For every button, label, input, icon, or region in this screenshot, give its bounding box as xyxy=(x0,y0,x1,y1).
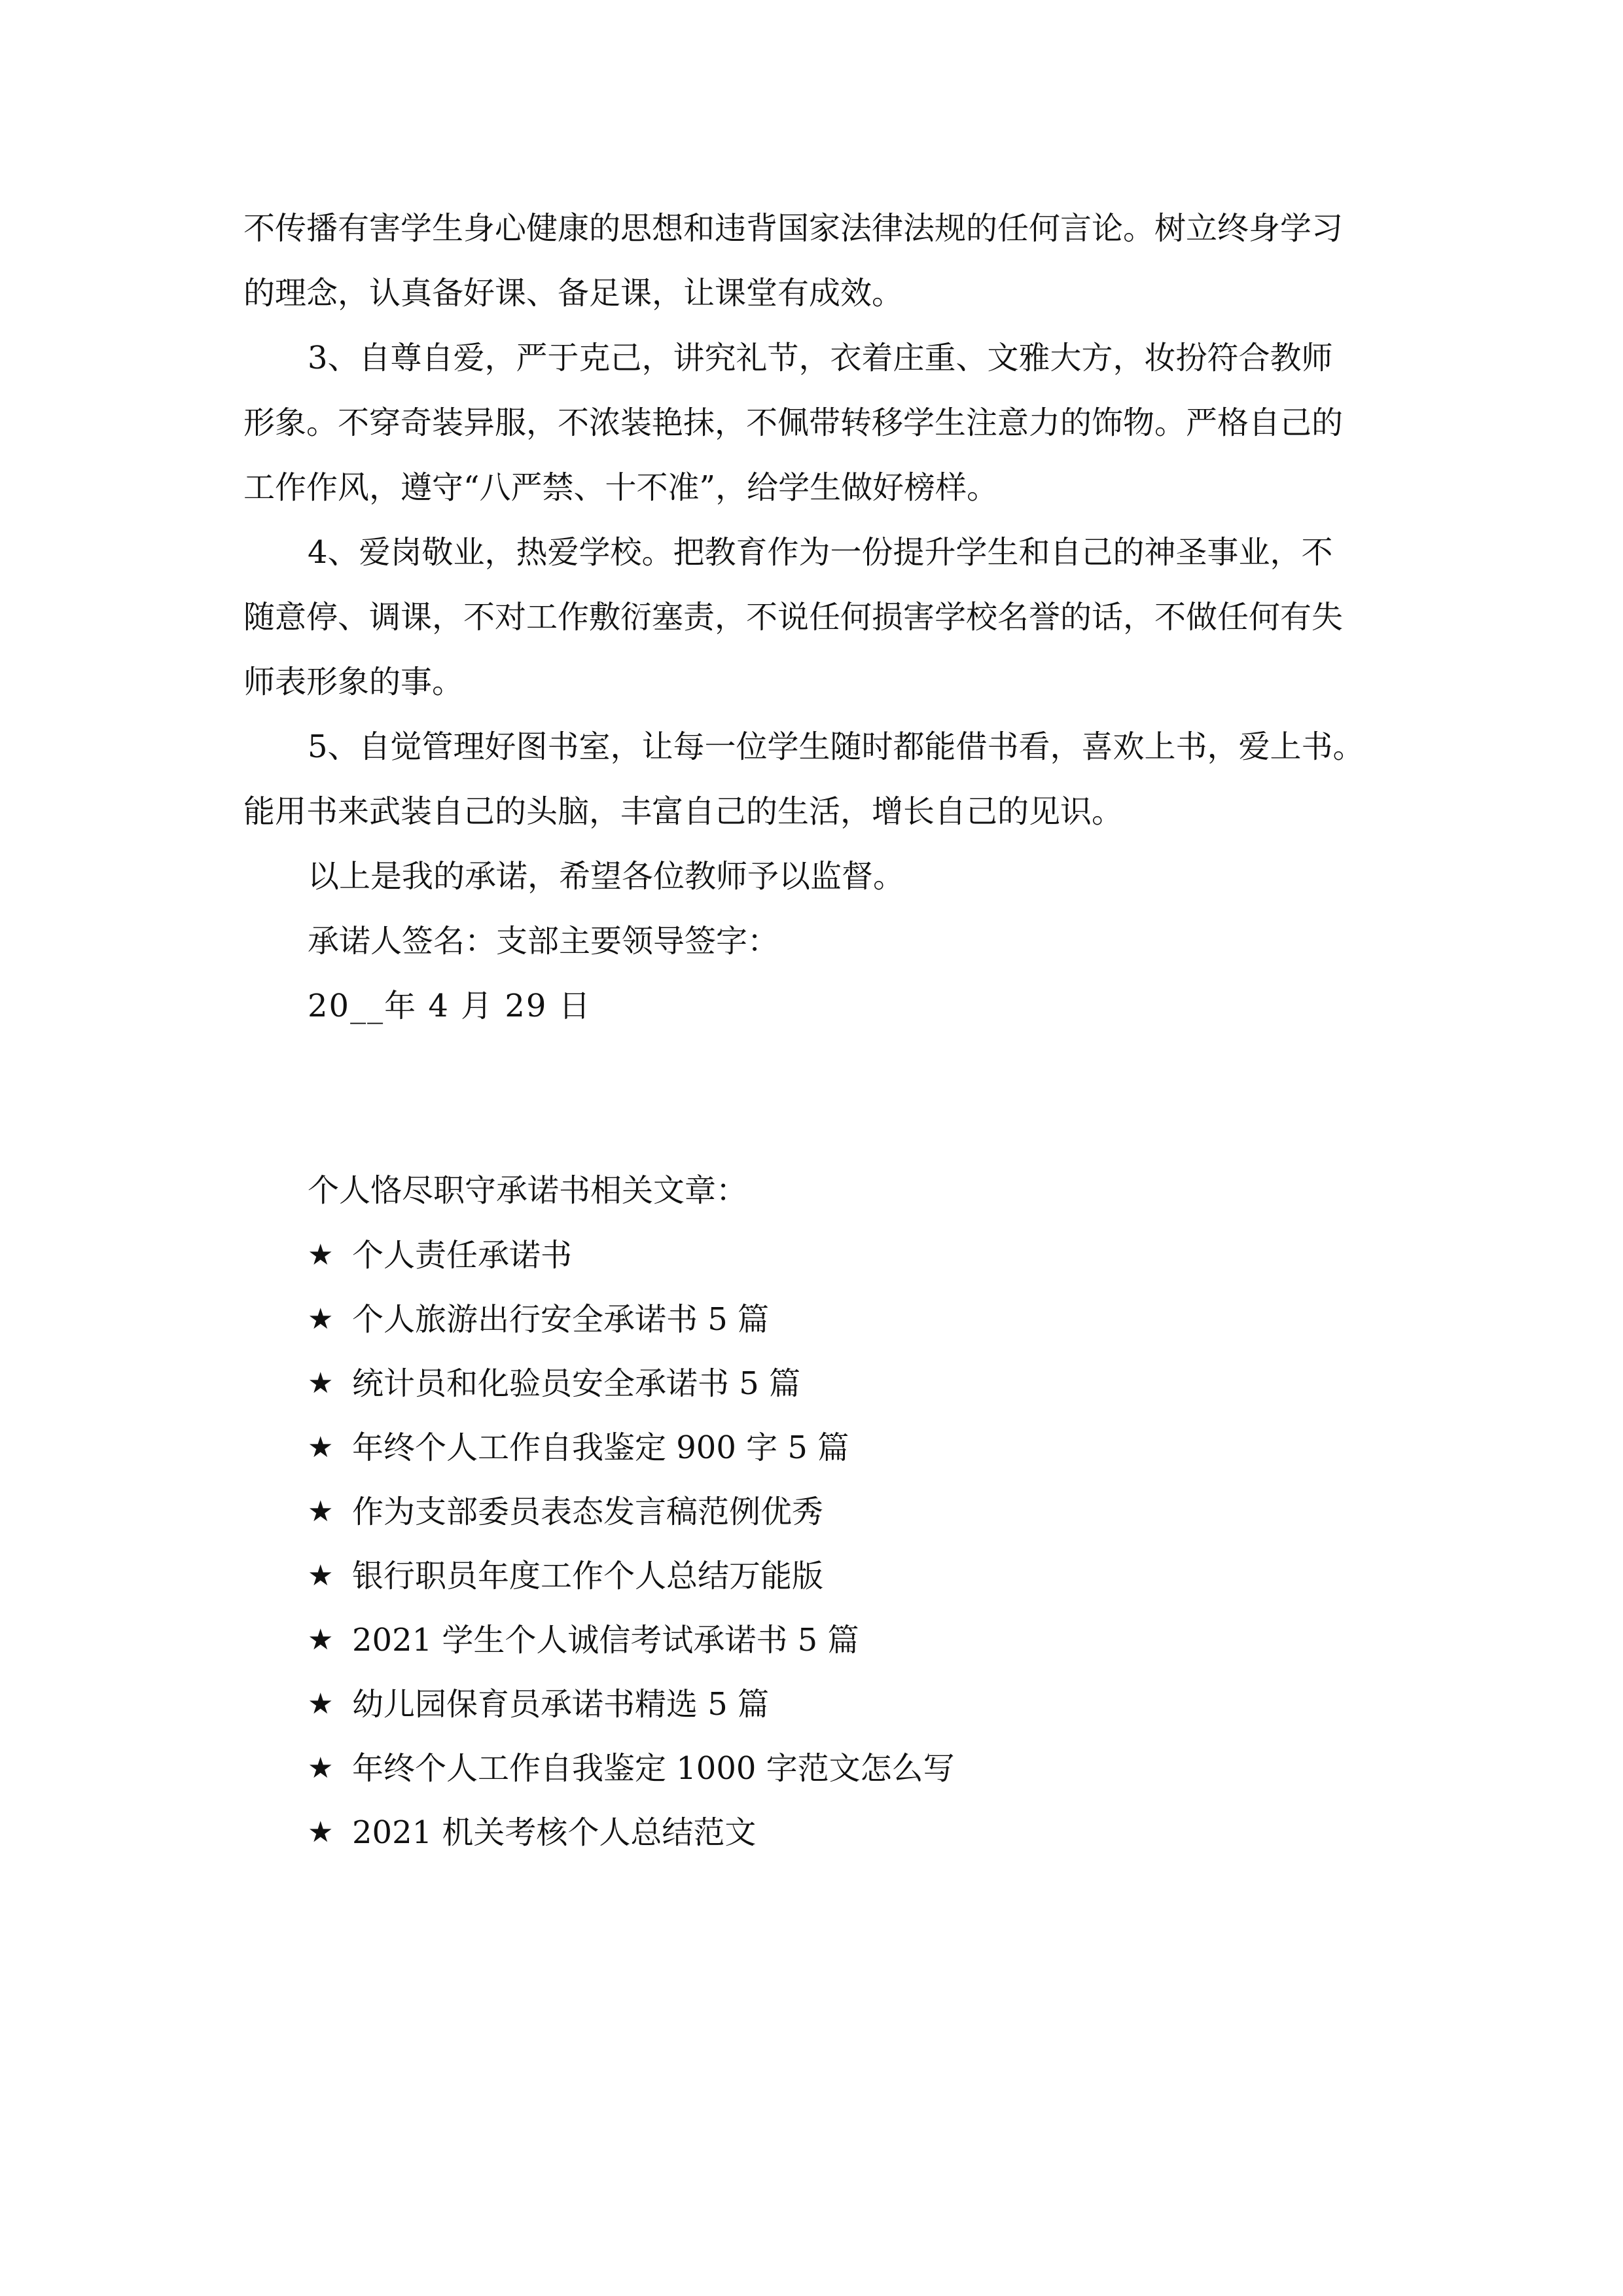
related-article-link[interactable] xyxy=(308,1544,1355,1608)
body-line: 形象。不穿奇装异服，不浓装艳抹，不佩带转移学生注意力的饰物。严格自己的 xyxy=(243,404,1344,441)
star-icon: ★ xyxy=(308,1623,334,1657)
star-icon: ★ xyxy=(308,1559,334,1592)
related-article-label: 年终个人工作自我鉴定 900 字 5 篇 xyxy=(352,1429,849,1466)
signature-line: 承诺人签名：支部主要领导签字： xyxy=(308,923,779,960)
related-article-label: 幼儿园保育员承诺书精选 5 篇 xyxy=(352,1686,770,1723)
date-line: 20__年 4 月 29 日 xyxy=(308,988,592,1024)
commitment-body xyxy=(243,196,1385,1039)
closing-statement: 以上是我的承诺，希望各位教师予以监督。 xyxy=(308,858,905,895)
body-line: 的理念，认真备好课、备足课，让课堂有成效。 xyxy=(243,275,904,312)
star-icon: ★ xyxy=(308,1431,334,1464)
clause-4-line: 4、爱岗敬业，热爱学校。把教育作为一份提升学生和自己的神圣事业，不 xyxy=(308,534,1333,571)
related-article-link[interactable] xyxy=(308,1801,1355,1865)
star-icon: ★ xyxy=(308,1238,334,1272)
body-line: 师表形象的事。 xyxy=(243,664,464,700)
related-article-label: 个人旅游出行安全承诺书 5 篇 xyxy=(352,1301,770,1338)
related-article-link[interactable] xyxy=(308,1608,1355,1672)
related-article-link[interactable] xyxy=(308,1223,1355,1287)
star-icon: ★ xyxy=(308,1751,334,1785)
related-article-link[interactable] xyxy=(308,1480,1355,1544)
related-articles-title: 个人恪尽职守承诺书相关文章： xyxy=(308,1172,748,1209)
related-article-label: 银行职员年度工作个人总结万能版 xyxy=(352,1558,824,1594)
clause-5-line: 5、自觉管理好图书室，让每一位学生随时都能借书看，喜欢上书，爱上书。 xyxy=(308,728,1364,765)
related-article-label: 统计员和化验员安全承诺书 5 篇 xyxy=(352,1365,801,1402)
related-articles xyxy=(308,1158,1355,1865)
star-icon: ★ xyxy=(308,1367,334,1400)
body-line: 不传播有害学生身心健康的思想和违背国家法律法规的任何言论。树立终身学习 xyxy=(243,210,1344,247)
body-line: 随意停、调课，不对工作敷衍塞责，不说任何损害学校名誉的话，不做任何有失 xyxy=(243,599,1344,636)
star-icon: ★ xyxy=(308,1816,334,1849)
related-article-label: 年终个人工作自我鉴定 1000 字范文怎么写 xyxy=(352,1750,955,1787)
related-article-label: 2021 机关考核个人总结范文 xyxy=(352,1814,757,1851)
star-icon: ★ xyxy=(308,1495,334,1528)
body-line: 工作作风，遵守“八严禁、十不准”，给学生做好榜样。 xyxy=(243,469,999,506)
star-icon: ★ xyxy=(308,1302,334,1336)
related-article-link[interactable] xyxy=(308,1287,1355,1352)
body-line: 能用书来武装自己的头脑，丰富自己的生活，增长自己的见识。 xyxy=(243,793,1124,830)
star-icon: ★ xyxy=(308,1687,334,1721)
clause-3-line: 3、自尊自爱，严于克己，讲究礼节，衣着庄重、文雅大方，妆扮符合教师 xyxy=(308,340,1333,376)
related-article-link[interactable] xyxy=(308,1416,1355,1480)
related-article-label: 2021 学生个人诚信考试承诺书 5 篇 xyxy=(352,1622,859,1659)
related-article-link[interactable] xyxy=(308,1352,1355,1416)
related-article-link[interactable] xyxy=(308,1736,1355,1801)
related-article-label: 个人责任承诺书 xyxy=(352,1237,573,1274)
related-article-link[interactable] xyxy=(308,1672,1355,1736)
related-article-label: 作为支部委员表态发言稿范例优秀 xyxy=(352,1494,824,1530)
